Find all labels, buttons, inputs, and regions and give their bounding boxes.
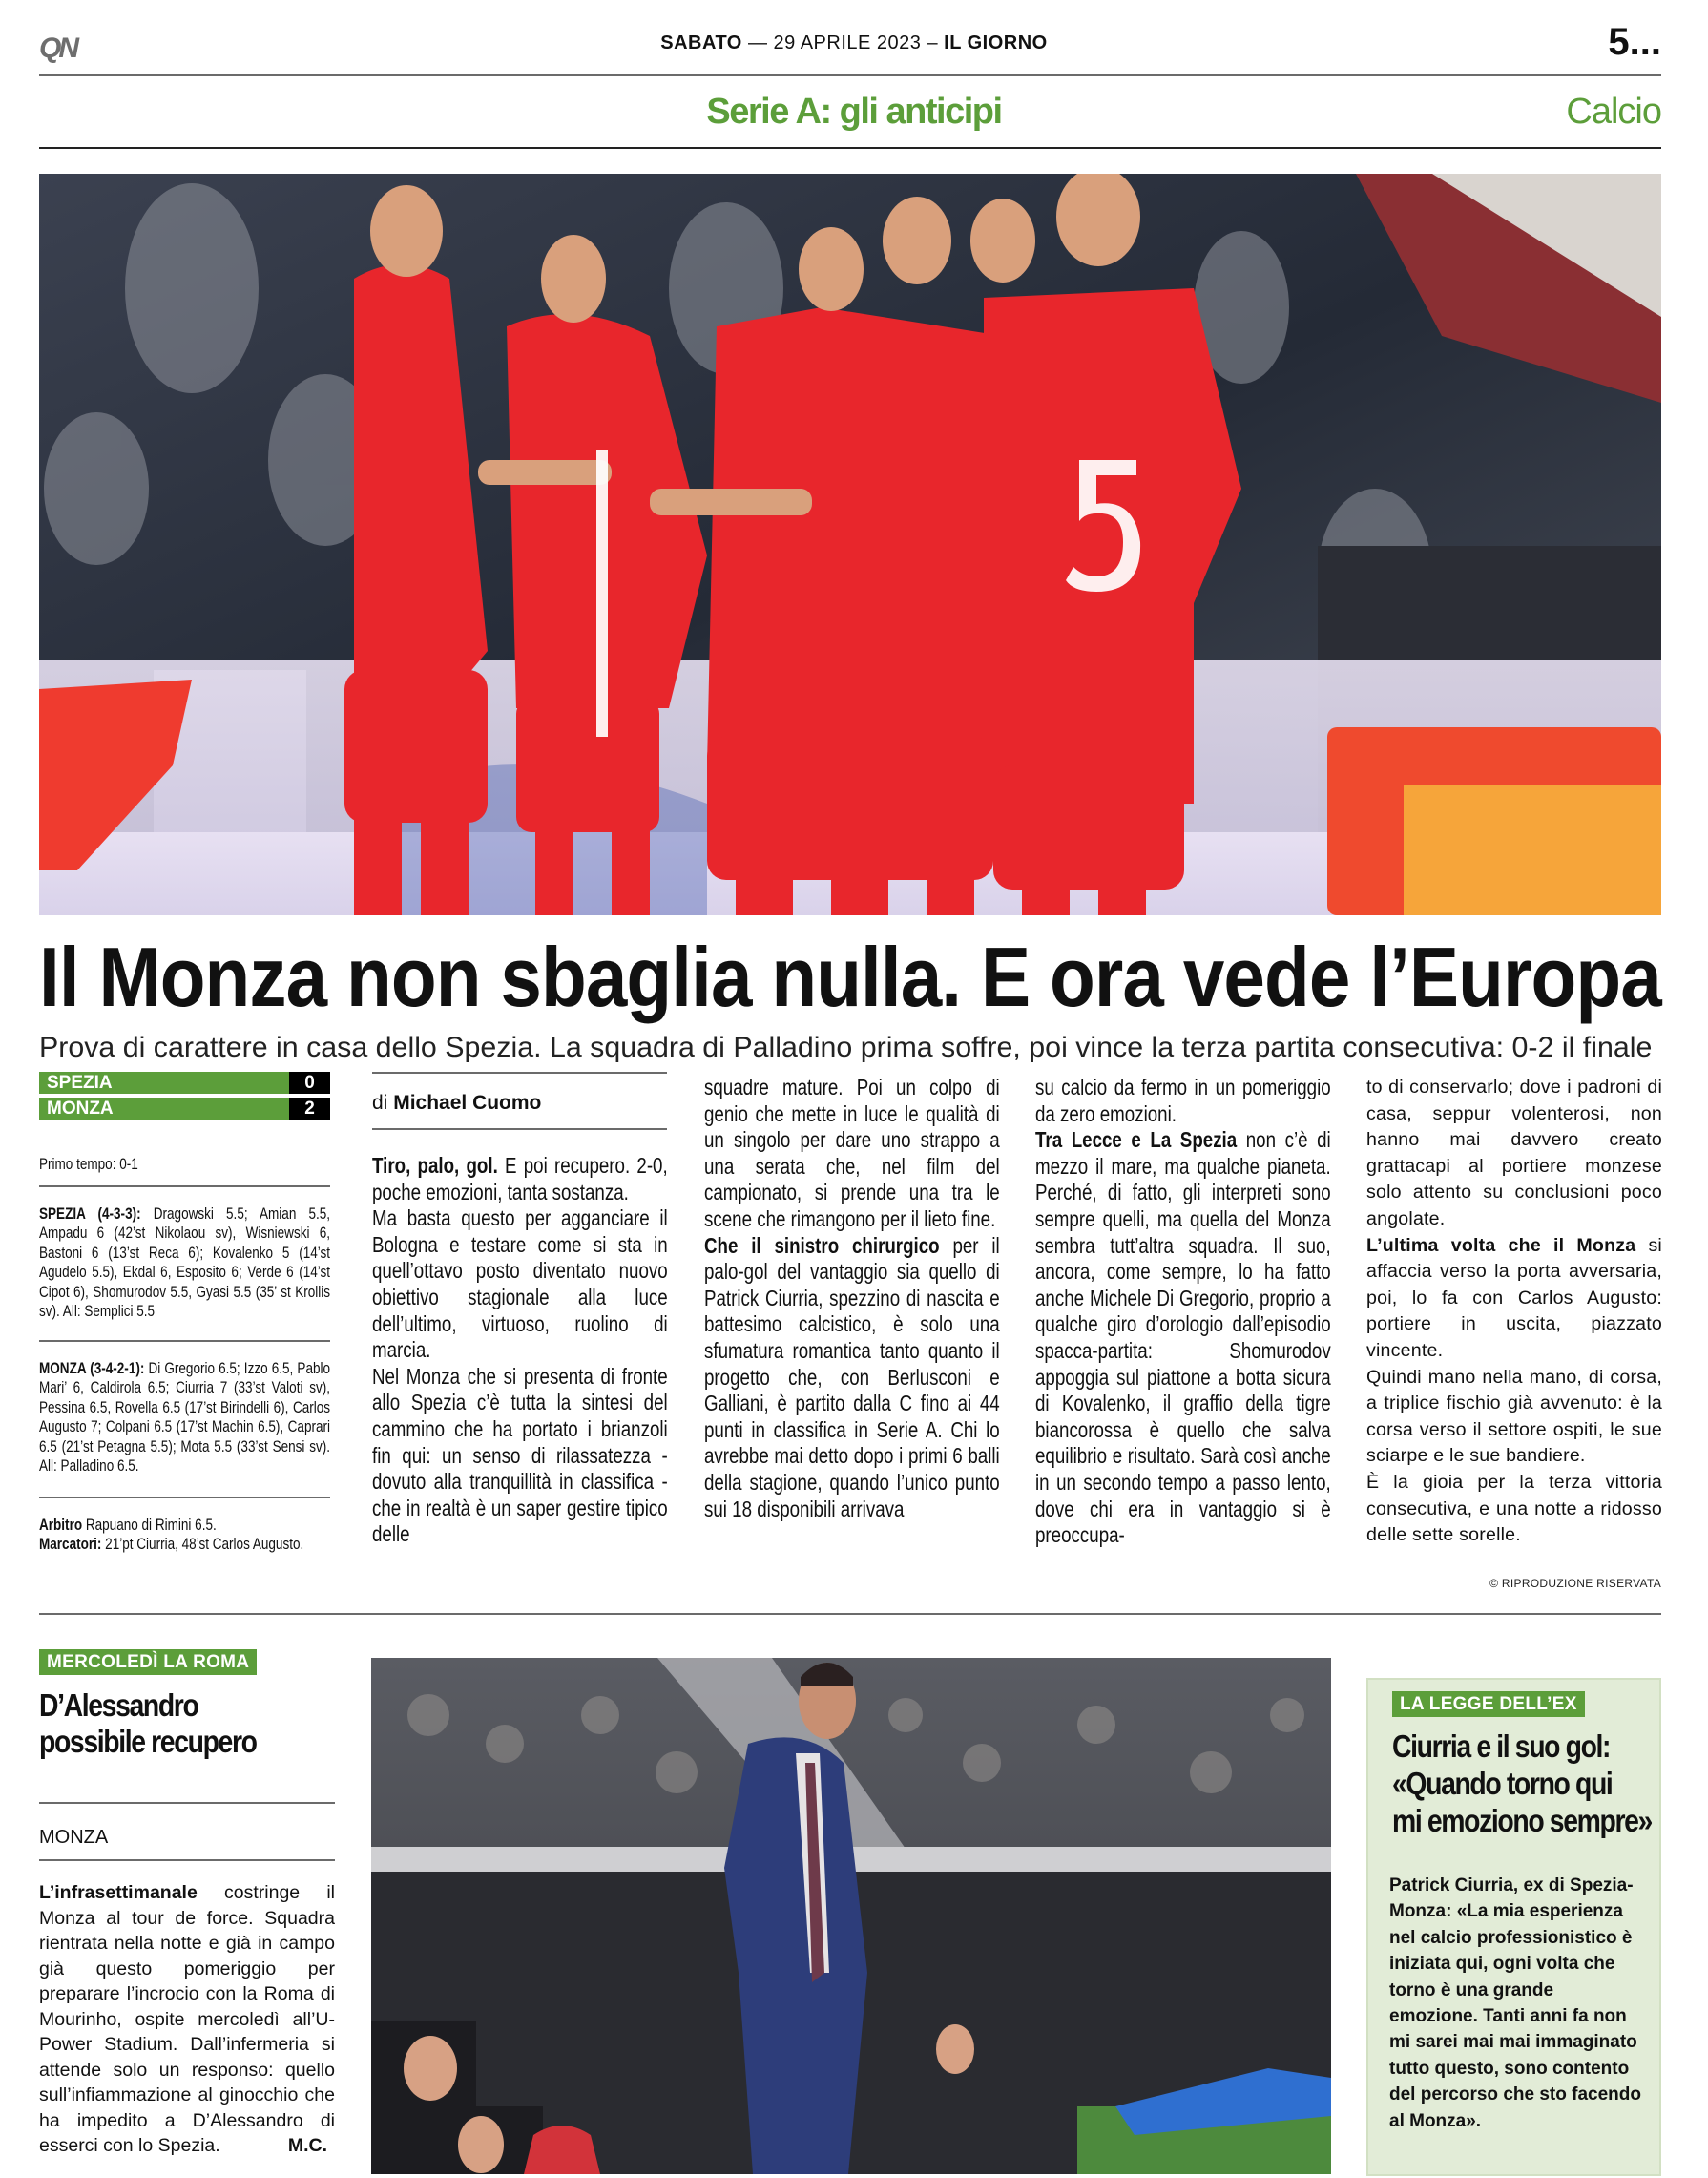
article-paragraph: [1366, 1470, 1662, 1549]
article-column-1: [372, 1153, 668, 1548]
divider: [39, 1859, 335, 1861]
away-score: 2: [289, 1098, 330, 1120]
divider: [39, 1185, 330, 1187]
article-column-2: [704, 1075, 1000, 1522]
copyright-notice: © RIPRODUZIONE RISERVATA: [1489, 1577, 1661, 1590]
byline: [372, 1092, 541, 1115]
headline-line: mi emoziono sempre»: [1392, 1803, 1652, 1838]
headline-line: possibile recupero: [39, 1724, 257, 1759]
paragraph-text: per il palo-gol del vantaggio sia quello di Patrick Ciurria, spezzino di nascita e battesimo calcistico, è solo una sfumatura romantica tanto quanto il progetto che, con Berlusconi e Galliani, è partito dalla C fino ai 44 punti in classifica in Serie A. Chi lo avrebbe mai detto dopo i primi 6 balli della stagione, quando l’unico punto sui 18 disponibili arrivava: [704, 1232, 1000, 1521]
bottom-section-divider: [39, 1613, 1661, 1615]
scoreboard-home: [39, 1072, 330, 1094]
sidebar-left-text: costringe il Monza al tour de force. Squadra rientrata nella notte e già in campo già questo pomeriggio per preparare l’incrocio con la Roma di Mourinho, ospite mercoledì all’U-Power Stadium. Dall’infermeria si attende solo un responso: quello sull’infiammazione al ginocchio che ha impedito a D’Alessandro di esserci con lo Spezia.: [39, 1882, 335, 2156]
header-divider: [39, 74, 1661, 76]
away-lineup-label: MONZA (3-4-2-1):: [39, 1360, 145, 1377]
paragraph-lead: L’ultima volta che il Monza: [1366, 1234, 1636, 1256]
section-divider: [39, 147, 1661, 149]
subtitle: Prova di carattere in casa dello Spezia. La squadra di Palladino prima soffre, poi vince la terza partita consecutiva: 0-2 il finale: [39, 1032, 1653, 1063]
sidebar-left-location: MONZA: [39, 1827, 109, 1848]
article-column-3: [1035, 1075, 1331, 1549]
newspaper-name: IL GIORNO: [944, 32, 1048, 53]
paragraph-text: E poi recupero. 2-0, poche emozioni, tanta sostanza.: [372, 1153, 668, 1204]
article-paragraph: [1035, 1075, 1331, 1127]
section-tag: Calcio: [1566, 92, 1661, 132]
paragraph-text: si affaccia verso la porta avversaria, poi, lo fa con Carlos Augusto: portiere in uscita, piazzato vincente.: [1366, 1234, 1662, 1361]
sidebar-right-lead: Patrick Ciurria: [1389, 1875, 1513, 1895]
away-lineup: [39, 1359, 330, 1476]
match-officials: [39, 1516, 330, 1555]
sidebar-right-text: , ex di Spezia-Monza: «La mia esperienza nel calcio professionistico è iniziata qui, ogni volta che torno è una grande emozione. Tanti anni fa non mi sarei mai mai immaginato tutto questo, sono contento del percorso che sto facendo al Monza».: [1389, 1875, 1641, 2131]
subtitle-container: [39, 1031, 1652, 1065]
sidebar-right-body: [1389, 1873, 1647, 2134]
headline-line: D’Alessandro: [39, 1687, 198, 1723]
sidebar-right-tag: LA LEGGE DELL’EX: [1392, 1691, 1585, 1717]
paragraph-lead: Tra Lecce e La Spezia: [1035, 1127, 1238, 1153]
article-paragraph: [1366, 1233, 1662, 1365]
headline-container: [39, 932, 1661, 1023]
dash: –: [927, 32, 945, 53]
half-time-score: [39, 1155, 330, 1174]
paragraph-text: Ma basta questo per agganciare il Bologna e testare come si sta in quell’ottavo posto diventato nuovo obiettivo stagionale alla luce dell’ultimo, virtuoso, ruolino di marcia.: [372, 1205, 668, 1363]
byline-author: Michael Cuomo: [393, 1092, 542, 1114]
article-column-4: [1366, 1075, 1662, 1549]
day: SABATO: [660, 32, 742, 53]
celebration-photo-illustration: [39, 174, 1661, 915]
qn-logo: QN: [39, 32, 76, 64]
paragraph-text: to di conservarlo; dove i padroni di casa, seppur volenterosi, non hanno mai davvero creato grattacapi al portiere monzese solo attento su conclusioni poco angolate.: [1366, 1077, 1662, 1229]
article-paragraph: [372, 1153, 668, 1205]
article-paragraph: [1366, 1075, 1662, 1233]
sidebar-left-headline: [39, 1687, 335, 1760]
article-paragraph: [704, 1075, 1000, 1233]
half-time-text: Primo tempo: 0-1: [39, 1156, 138, 1173]
byline-prefix: di: [372, 1092, 388, 1114]
article-paragraph: [1035, 1127, 1331, 1549]
scoreboard-away: [39, 1098, 330, 1120]
headline: Il Monza non sbaglia nulla. E ora vede l’Europa: [39, 930, 1661, 1024]
date: 29 APRILE 2023: [773, 32, 922, 53]
away-team: MONZA: [47, 1099, 114, 1119]
paragraph-text: su calcio da fermo in un pomeriggio da zero emozioni.: [1035, 1075, 1331, 1126]
away-lineup-text: Di Gregorio 6.5; Izzo 6.5, Pablo Mari’ 6, Caldirola 6.5; Ciurria 7 (33’st Valoti sv), Pessina 6.5, Rovella 6.5 (17’st Birindelli 6), Carlos Augusto 7; Colpani 6.5 (17’st Machin 6.5), Caprari 6.5 (21’st Petagna 5.5); Mota 5.5 (33’st Sensi sv). All: Palladino 6.5.: [39, 1360, 331, 1476]
paragraph-text: Nel Monza che si presenta di fronte allo Spezia c’è tutta la sintesi del cammino che ha portato i brianzoli fin qui: un senso di rilassatezza - dovuto alla tranquillità in classifica - che in realtà è un saper gestire tipico delle: [372, 1363, 668, 1547]
article-paragraph: [372, 1364, 668, 1548]
byline-bottom-divider: [372, 1128, 667, 1130]
paragraph-lead: Che il sinistro chirurgico: [704, 1232, 940, 1258]
sidebar-right-headline: [1392, 1728, 1688, 1839]
home-team: SPEZIA: [47, 1073, 113, 1093]
paragraph-text: È la gioia per la terza vittoria consecutiva, e una notte a ridosso delle sette sorelle.: [1366, 1471, 1662, 1546]
sidebar-left-signature: M.C.: [287, 2135, 327, 2156]
dateline: [0, 32, 1708, 54]
scorers-label: Marcatori:: [39, 1536, 102, 1554]
paragraph-lead: Tiro, palo, gol.: [372, 1153, 498, 1178]
home-lineup-label: SPEZIA (4-3-3):: [39, 1205, 141, 1223]
sidebar-left-tag: MERCOLEDÌ LA ROMA: [39, 1649, 257, 1675]
divider: [39, 1497, 330, 1498]
divider: [39, 1802, 335, 1804]
article-paragraph: [704, 1233, 1000, 1523]
divider: [39, 1340, 330, 1342]
headline-line: Ciurria e il suo gol:: [1392, 1728, 1611, 1764]
headline-line: «Quando torno qui: [1392, 1766, 1613, 1801]
coach-photo-illustration: [371, 1658, 1331, 2174]
page-number: 5...: [1608, 21, 1661, 63]
article-paragraph: [372, 1205, 668, 1364]
home-score: 0: [289, 1072, 330, 1094]
home-lineup: [39, 1204, 330, 1321]
sidebar-left-body: [39, 1880, 335, 2159]
main-photo-celebration: [39, 174, 1661, 915]
coach-photo: [371, 1658, 1331, 2174]
paragraph-text: Quindi mano nella mano, di corsa, a triplice fischio già avvenuto: è la corsa verso il settore ospiti, le sue sciarpe e le sue bandiere.: [1366, 1366, 1662, 1467]
paragraph-text: squadre mature. Poi un colpo di genio che mette in luce le qualità di un singolo per dare uno strappo a una serata che, nel film del campionato, si prende una tra le scene che rimangono per il lieto fine.: [704, 1075, 1000, 1231]
referee-label: Arbitro: [39, 1517, 83, 1534]
home-lineup-text: Dragowski 5.5; Amian 5.5, Ampadu 6 (42’st Nikolaou sv), Wisniewski 6, Bastoni 6 (13’st Reca 6); Kovalenko 5 (14’st Agudelo 5.5), Ekdal 6, Esposito 6; Verde 6 (14’st Cipot 6), Shomurodov 5.5, Gyasi 5.5 (35’ st Krollis sv). All: Semplici 5.5: [39, 1205, 331, 1321]
dash: —: [747, 32, 774, 53]
article-paragraph: [1366, 1365, 1662, 1470]
referee: Rapuano di Rimini 6.5.: [82, 1517, 217, 1534]
section-title: Serie A: gli anticipi: [706, 92, 1002, 132]
sidebar-left-lead: L’infrasettimanale: [39, 1882, 198, 1903]
byline-top-divider: [372, 1072, 667, 1074]
scorers: 21’pt Ciurria, 48’st Carlos Augusto.: [101, 1536, 304, 1554]
paragraph-text: non c’è di mezzo il mare, ma qualche pianeta. Perché, di fatto, gli interpreti sono sempre quelli, ma quella del Monza sembra tutt’altra squadra. Il suo, ancora, come sempre, lo ha fatto anche Michele Di Gregorio, proprio a qualche giro d’orologio dall’episodio spacca-partita: Shomurodov appoggia sul piattone a botta sicura di Kovalenko, il graffio della tigre biancorossa è quello che salva equilibrio e risultato. Sarà così anche in un secondo tempo a passo lento, dove chi era in vantaggio si è preoccupa-: [1035, 1127, 1331, 1548]
